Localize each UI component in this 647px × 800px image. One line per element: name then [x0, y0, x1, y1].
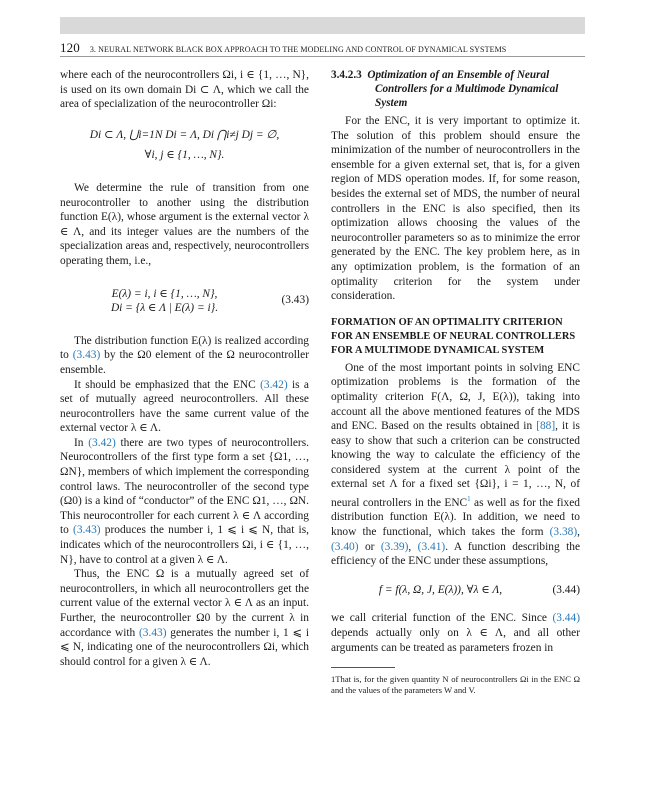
footnote: 1That is, for the given quantity N of neurocontrollers Ωi in the ENC Ω and the values of the parameters W and V. — [331, 674, 580, 696]
equation-link[interactable]: (3.43) — [139, 626, 167, 639]
section-title: Optimization of an Ensemble of Neural Controllers for a Multimode Dynamical System — [367, 69, 559, 109]
equation-line: Di ⊂ Λ, ⋃i=1N Di = Λ, Di ⋂i≠j Dj = ∅, — [89, 128, 280, 141]
paragraph: For the ENC, it is very important to optimize it. The solution of this problem should ensure the minimization of the number of neurocontrollers in the ensemble for a given external set, that is, for a given region of MDS operation modes. If, for some reason, besides the external set of MDS, the number of neural controllers in the ENC is also specified, then its optimization allows choosing the values of the neurocontroller parameters so as to minimize the error generated by the ENC. The key problem here, as in any optimization problem, is the formation of an optimality criterion for the system under consideration. — [331, 115, 580, 303]
paragraph — [331, 361, 580, 569]
paragraph — [60, 378, 309, 436]
right-column — [331, 68, 580, 696]
section-heading — [331, 68, 580, 110]
text: generates the number i, 1 ⩽ i ⩽ N, indicating one of the neurocontrollers Ωi, which should control for a given λ ∈ Λ. — [60, 626, 309, 668]
text: . A function describing the efficiency of the ENC under these assumptions, — [331, 540, 580, 568]
equation-link[interactable]: (3.39) — [380, 540, 409, 553]
paragraph: where each of the neurocontrollers Ωi, i ∈ {1, …, N}, is used on its own domain Di ⊂ Λ, which we call the area of specialization of the neurocontroller Ωi: — [60, 69, 309, 111]
paragraph — [331, 611, 580, 655]
text: , it is easy to show that such a criterion can be constructed knowing the way to calculate the efficiency of the considered system at the current λ point of the external set Λ for a fixed set {Ωi}, i = 1, …, N, of neural controllers in the ENC — [331, 420, 580, 509]
equation-line: f = f(λ, Ω, J, E(λ)), ∀λ ∈ Λ, — [378, 583, 503, 596]
section-number: 3.4.2.3 — [331, 69, 362, 81]
text: , — [408, 540, 418, 553]
paragraph: We determine the rule of transition from one neurocontroller to another using the distribution function E(λ), whose argument is the external vector λ ∈ Λ, and its integer values are the numbers of the specialization areas and, respectively, neurocontrollers operating them, i.e., — [60, 181, 309, 267]
equation-link[interactable]: (3.38) — [549, 526, 578, 539]
text: , — [577, 526, 580, 539]
equation-link[interactable]: (3.42) — [88, 436, 116, 449]
text: produces the number i, 1 ⩽ i ⩽ N, that is, indicates which of the neurocontrollers Ωi, i ∈ {1, …, N}, have to control at a given λ ∈ Λ. — [60, 524, 309, 566]
paragraph — [60, 567, 309, 669]
equation-number: (3.43) — [281, 293, 309, 306]
text: or — [358, 540, 381, 553]
text: as well as for the fixed distribution function E(λ). In addition, we need to know the functional, which takes the form — [331, 496, 580, 539]
citation-link[interactable]: [88] — [536, 420, 556, 433]
header-rule — [60, 56, 585, 57]
text: It should be emphasized that the ENC — [74, 378, 261, 391]
equation-3-44 — [331, 583, 580, 598]
equation-link[interactable]: (3.40) — [331, 540, 359, 553]
equation-link[interactable]: (3.42) — [260, 378, 288, 391]
equation-link[interactable]: (3.41) — [417, 540, 446, 553]
footnote-rule — [331, 667, 395, 668]
running-header — [60, 40, 585, 56]
equation-number: (3.44) — [552, 583, 580, 596]
text: is a set of mutually agreed neurocontrollers. All these neurocontrollers have the same current value of the external vector λ ∈ Λ. — [60, 378, 309, 435]
text: The distribution function E(λ) is realized according to — [60, 334, 309, 362]
text: depends actually only on λ ∈ Λ, and all other arguments can be treated as parameters frozen in — [331, 627, 580, 654]
text: by the Ω0 element of the Ω neurocontroller ensemble. — [60, 349, 309, 376]
page-number: 120 — [60, 40, 80, 55]
footnote-marker[interactable]: 1 — [467, 495, 471, 504]
paragraph — [60, 334, 309, 378]
equation-link[interactable]: (3.43) — [73, 524, 101, 537]
header-bar — [60, 17, 585, 34]
text: In — [74, 436, 89, 449]
text: Thus, the ENC Ω is a mutually agreed set of neurocontrollers, in which all neurocontrollers get the current value of the external vector λ ∈ Λ as an input. Further, the neurocontroller Ω0 by the current λ in accordance with — [60, 568, 309, 639]
equation-line: E(λ) = i, i ∈ {1, …, N}, — [111, 287, 218, 300]
running-title: 3. NEURAL NETWORK BLACK BOX APPROACH TO THE MODELING AND CONTROL OF DYNAMICAL SYSTEMS — [89, 45, 507, 54]
equation-link[interactable]: (3.44) — [552, 612, 580, 625]
caps-heading: FORMATION OF AN OPTIMALITY CRITERION FOR AN ENSEMBLE OF NEURAL CONTROLLERS FOR A MULTIMODE DYNAMICAL SYSTEM — [331, 316, 576, 356]
equation-line: ∀i, j ∈ {1, …, N}. — [144, 149, 225, 162]
equation-3-43 — [60, 287, 309, 316]
equation-link[interactable]: (3.43) — [72, 349, 101, 362]
text: we call criterial function of the ENC. Since — [331, 612, 553, 625]
left-column — [60, 68, 309, 669]
paragraph — [60, 436, 309, 567]
text: there are two types of neurocontrollers. Neurocontrollers of the first type form a set {Ω1, …, ΩN}, members of which implement the corresponding control laws. The neurocontroller of the second type (Ω0) is a kind of “conductor” of the ENC Ω1, …, ΩN. This neurocontroller for each current λ ∈ Λ according to — [60, 436, 309, 537]
text: One of the most important points in solving ENC optimization problems is the formation of the optimality criterion F(Λ, Ω, J, E(λ)), taking into account all the above mentioned features of the MDS and ENC. Based on the results obtained in — [331, 361, 580, 433]
equation-line: Di = {λ ∈ Λ | E(λ) = i}. — [110, 302, 219, 315]
